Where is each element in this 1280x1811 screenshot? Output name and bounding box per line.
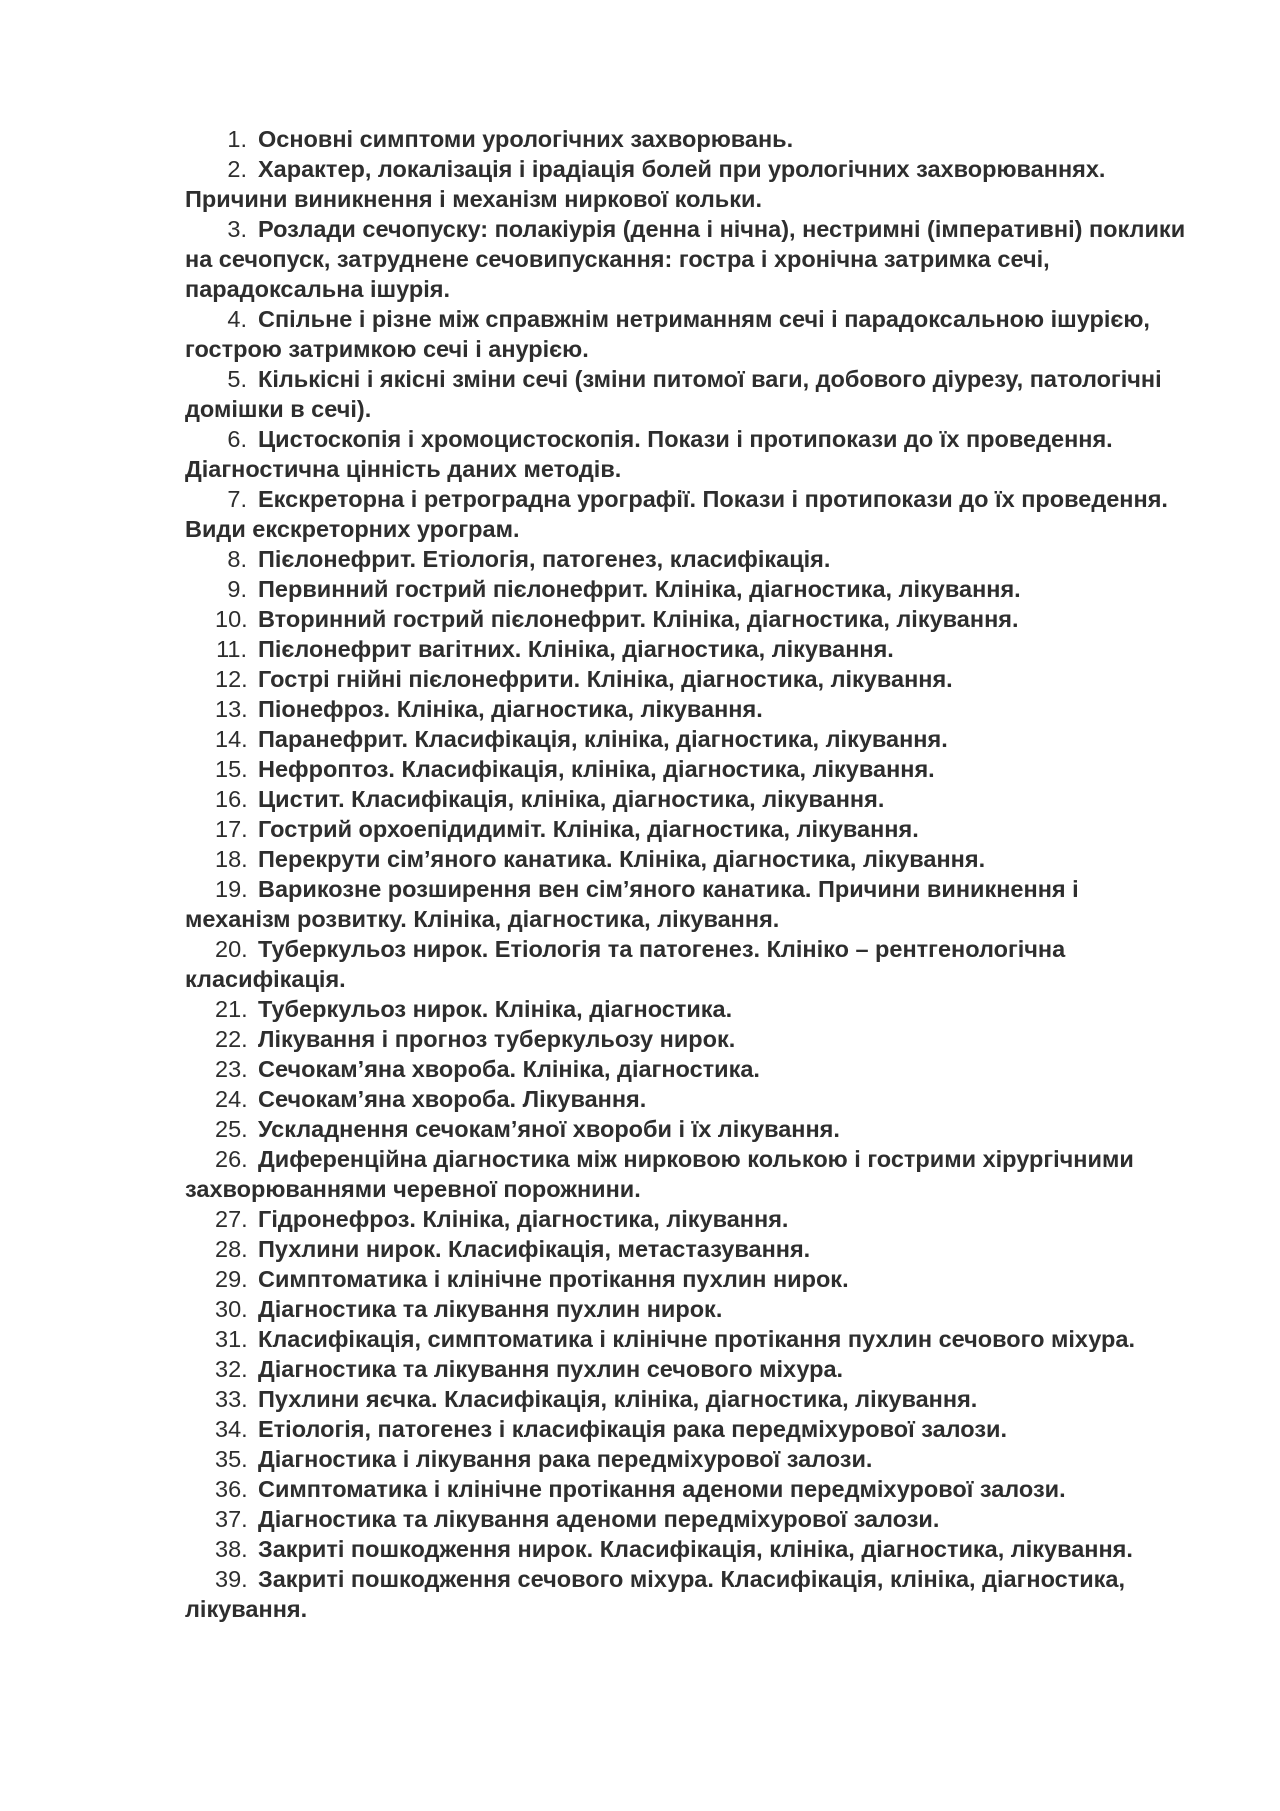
item-text: Туберкульоз нирок. Етіологія та патогенез. Клініко – рентгенологічна класифікація.: [185, 936, 1066, 992]
item-text: Основні симптоми урологічних захворювань.: [258, 126, 794, 152]
list-item: [185, 484, 1190, 544]
item-text: Класифікація, симптоматика і клінічне протікання пухлин сечового міхура.: [258, 1326, 1135, 1352]
item-number: 25.: [215, 1116, 248, 1142]
list-item: [185, 784, 1190, 814]
list-item: [185, 304, 1190, 364]
item-text: Перекрути сім’яного канатика. Клініка, діагностика, лікування.: [258, 846, 986, 872]
item-text: Гострі гнійні пієлонефрити. Клініка, діагностика, лікування.: [258, 666, 953, 692]
list-item: [185, 874, 1190, 934]
item-number: 30.: [215, 1296, 248, 1322]
item-number: 10.: [215, 606, 248, 632]
item-text: Первинний гострий пієлонефрит. Клініка, діагностика, лікування.: [258, 576, 1021, 602]
question-list: [185, 124, 1190, 1624]
item-text: Ускладнення сечокам’яної хвороби і їх лікування.: [258, 1116, 840, 1142]
list-item: [185, 1324, 1190, 1354]
item-text: Симптоматика і клінічне протікання аденоми передміхурової залози.: [258, 1476, 1066, 1502]
item-number: 23.: [215, 1056, 248, 1082]
list-item: [185, 424, 1190, 484]
item-text: Пієлонефрит. Етіологія, патогенез, класифікація.: [258, 546, 831, 572]
item-number: 22.: [215, 1026, 248, 1052]
item-number: 26.: [215, 1146, 248, 1172]
item-number: 14.: [215, 726, 248, 752]
item-number: 35.: [215, 1446, 248, 1472]
item-text: Гострий орхоепідидиміт. Клініка, діагностика, лікування.: [258, 816, 919, 842]
item-text: Розлади сечопуску: полакіурія (денна і нічна), нестримні (імперативні) поклики на сечопуск, затруднене сечовипускання: гостра і хронічна затримка сечі, парадоксальна ішурія.: [185, 216, 1186, 302]
item-number: 20.: [215, 936, 248, 962]
item-text: Закриті пошкодження сечового міхура. Класифікація, клініка, діагностика, лікування.: [185, 1566, 1126, 1622]
item-text: Симптоматика і клінічне протікання пухлин нирок.: [258, 1266, 849, 1292]
list-item: [185, 1444, 1190, 1474]
item-text: Діагностика та лікування пухлин нирок.: [258, 1296, 723, 1322]
list-item: [185, 1354, 1190, 1384]
item-text: Діагностика і лікування рака передміхурової залози.: [258, 1446, 873, 1472]
item-text: Сечокам’яна хвороба. Лікування.: [258, 1086, 647, 1112]
list-item: [185, 124, 1190, 154]
item-number: 28.: [215, 1236, 248, 1262]
list-item: [185, 1054, 1190, 1084]
item-text: Паранефрит. Класифікація, клініка, діагностика, лікування.: [258, 726, 948, 752]
list-item: [185, 574, 1190, 604]
item-number: 36.: [215, 1476, 248, 1502]
item-number: 31.: [215, 1326, 248, 1352]
item-text: Сечокам’яна хвороба. Клініка, діагностика.: [258, 1056, 760, 1082]
item-number: 3.: [227, 216, 247, 242]
item-number: 32.: [215, 1356, 248, 1382]
item-number: 21.: [215, 996, 248, 1022]
list-item: [185, 694, 1190, 724]
item-number: 12.: [215, 666, 248, 692]
item-number: 2.: [227, 156, 247, 182]
item-text: Гідронефроз. Клініка, діагностика, лікування.: [258, 1206, 789, 1232]
item-number: 17.: [215, 816, 248, 842]
list-item: [185, 1294, 1190, 1324]
item-number: 16.: [215, 786, 248, 812]
list-item: [185, 214, 1190, 304]
item-number: 34.: [215, 1416, 248, 1442]
item-number: 1.: [227, 126, 247, 152]
list-item: [185, 1084, 1190, 1114]
item-number: 33.: [215, 1386, 248, 1412]
list-item: [185, 1534, 1190, 1564]
item-text: Екскреторна і ретроградна урографії. Покази і протипокази до їх проведення. Види екскреторних урограм.: [185, 486, 1168, 542]
item-text: Пухлини яєчка. Класифікація, клініка, діагностика, лікування.: [258, 1386, 978, 1412]
item-text: Туберкульоз нирок. Клініка, діагностика.: [258, 996, 733, 1022]
item-text: Нефроптоз. Класифікація, клініка, діагностика, лікування.: [258, 756, 935, 782]
item-text: Диференційна діагностика між нирковою колькою і гострими хірургічними захворюваннями черевної порожнини.: [185, 1146, 1134, 1202]
item-text: Етіологія, патогенез і класифікація рака передміхурової залози.: [258, 1416, 1007, 1442]
list-item: [185, 1384, 1190, 1414]
list-item: [185, 664, 1190, 694]
item-number: 37.: [215, 1506, 248, 1532]
list-item: [185, 1414, 1190, 1444]
item-text: Характер, локалізація і ірадіація болей при урологічних захворюваннях. Причини виникнення і механізм ниркової кольки.: [185, 156, 1106, 212]
item-text: Діагностика та лікування аденоми передміхурової залози.: [258, 1506, 940, 1532]
list-item: [185, 724, 1190, 754]
list-item: [185, 994, 1190, 1024]
list-item: [185, 1264, 1190, 1294]
item-number: 27.: [215, 1206, 248, 1232]
list-item: [185, 1114, 1190, 1144]
list-item: [185, 934, 1190, 994]
list-item: [185, 1204, 1190, 1234]
item-text: Кількісні і якісні зміни сечі (зміни питомої ваги, добового діурезу, патологічні домішки в сечі).: [185, 366, 1162, 422]
item-number: 24.: [215, 1086, 248, 1112]
item-text: Лікування і прогноз туберкульозу нирок.: [258, 1026, 736, 1052]
item-text: Закриті пошкодження нирок. Класифікація, клініка, діагностика, лікування.: [258, 1536, 1133, 1562]
list-item: [185, 1564, 1190, 1624]
list-item: [185, 604, 1190, 634]
item-number: 29.: [215, 1266, 248, 1292]
list-item: [185, 754, 1190, 784]
list-item: [185, 1474, 1190, 1504]
list-item: [185, 814, 1190, 844]
item-number: 39.: [215, 1566, 248, 1592]
list-item: [185, 1504, 1190, 1534]
list-item: [185, 634, 1190, 664]
list-item: [185, 844, 1190, 874]
item-text: Пухлини нирок. Класифікація, метастазування.: [258, 1236, 811, 1262]
item-number: 5.: [227, 366, 247, 392]
item-number: 9.: [227, 576, 247, 602]
list-item: [185, 1234, 1190, 1264]
item-number: 7.: [227, 486, 247, 512]
list-item: [185, 1024, 1190, 1054]
list-item: [185, 1144, 1190, 1204]
item-number: 19.: [215, 876, 248, 902]
item-text: Цистоскопія і хромоцистоскопія. Покази і протипокази до їх проведення. Діагностична цінність даних методів.: [185, 426, 1113, 482]
item-number: 11.: [216, 636, 247, 662]
list-item: [185, 544, 1190, 574]
item-text: Варикозне розширення вен сім’яного канатика. Причини виникнення і механізм розвитку. Клініка, діагностика, лікування.: [185, 876, 1079, 932]
item-text: Пієлонефрит вагітних. Клініка, діагностика, лікування.: [258, 636, 894, 662]
item-text: Спільне і різне між справжнім нетриманням сечі і парадоксальною ішурією, гострою затримкою сечі і анурією.: [185, 306, 1150, 362]
item-text: Цистит. Класифікація, клініка, діагностика, лікування.: [258, 786, 885, 812]
item-text: Піонефроз. Клініка, діагностика, лікування.: [258, 696, 763, 722]
item-number: 8.: [227, 546, 247, 572]
item-number: 4.: [227, 306, 247, 332]
list-item: [185, 154, 1190, 214]
item-number: 15.: [215, 756, 248, 782]
list-item: [185, 364, 1190, 424]
item-text: Вторинний гострий пієлонефрит. Клініка, діагностика, лікування.: [258, 606, 1019, 632]
item-number: 18.: [215, 846, 248, 872]
item-text: Діагностика та лікування пухлин сечового міхура.: [258, 1356, 844, 1382]
item-number: 38.: [215, 1536, 248, 1562]
item-number: 6.: [227, 426, 247, 452]
item-number: 13.: [215, 696, 248, 722]
